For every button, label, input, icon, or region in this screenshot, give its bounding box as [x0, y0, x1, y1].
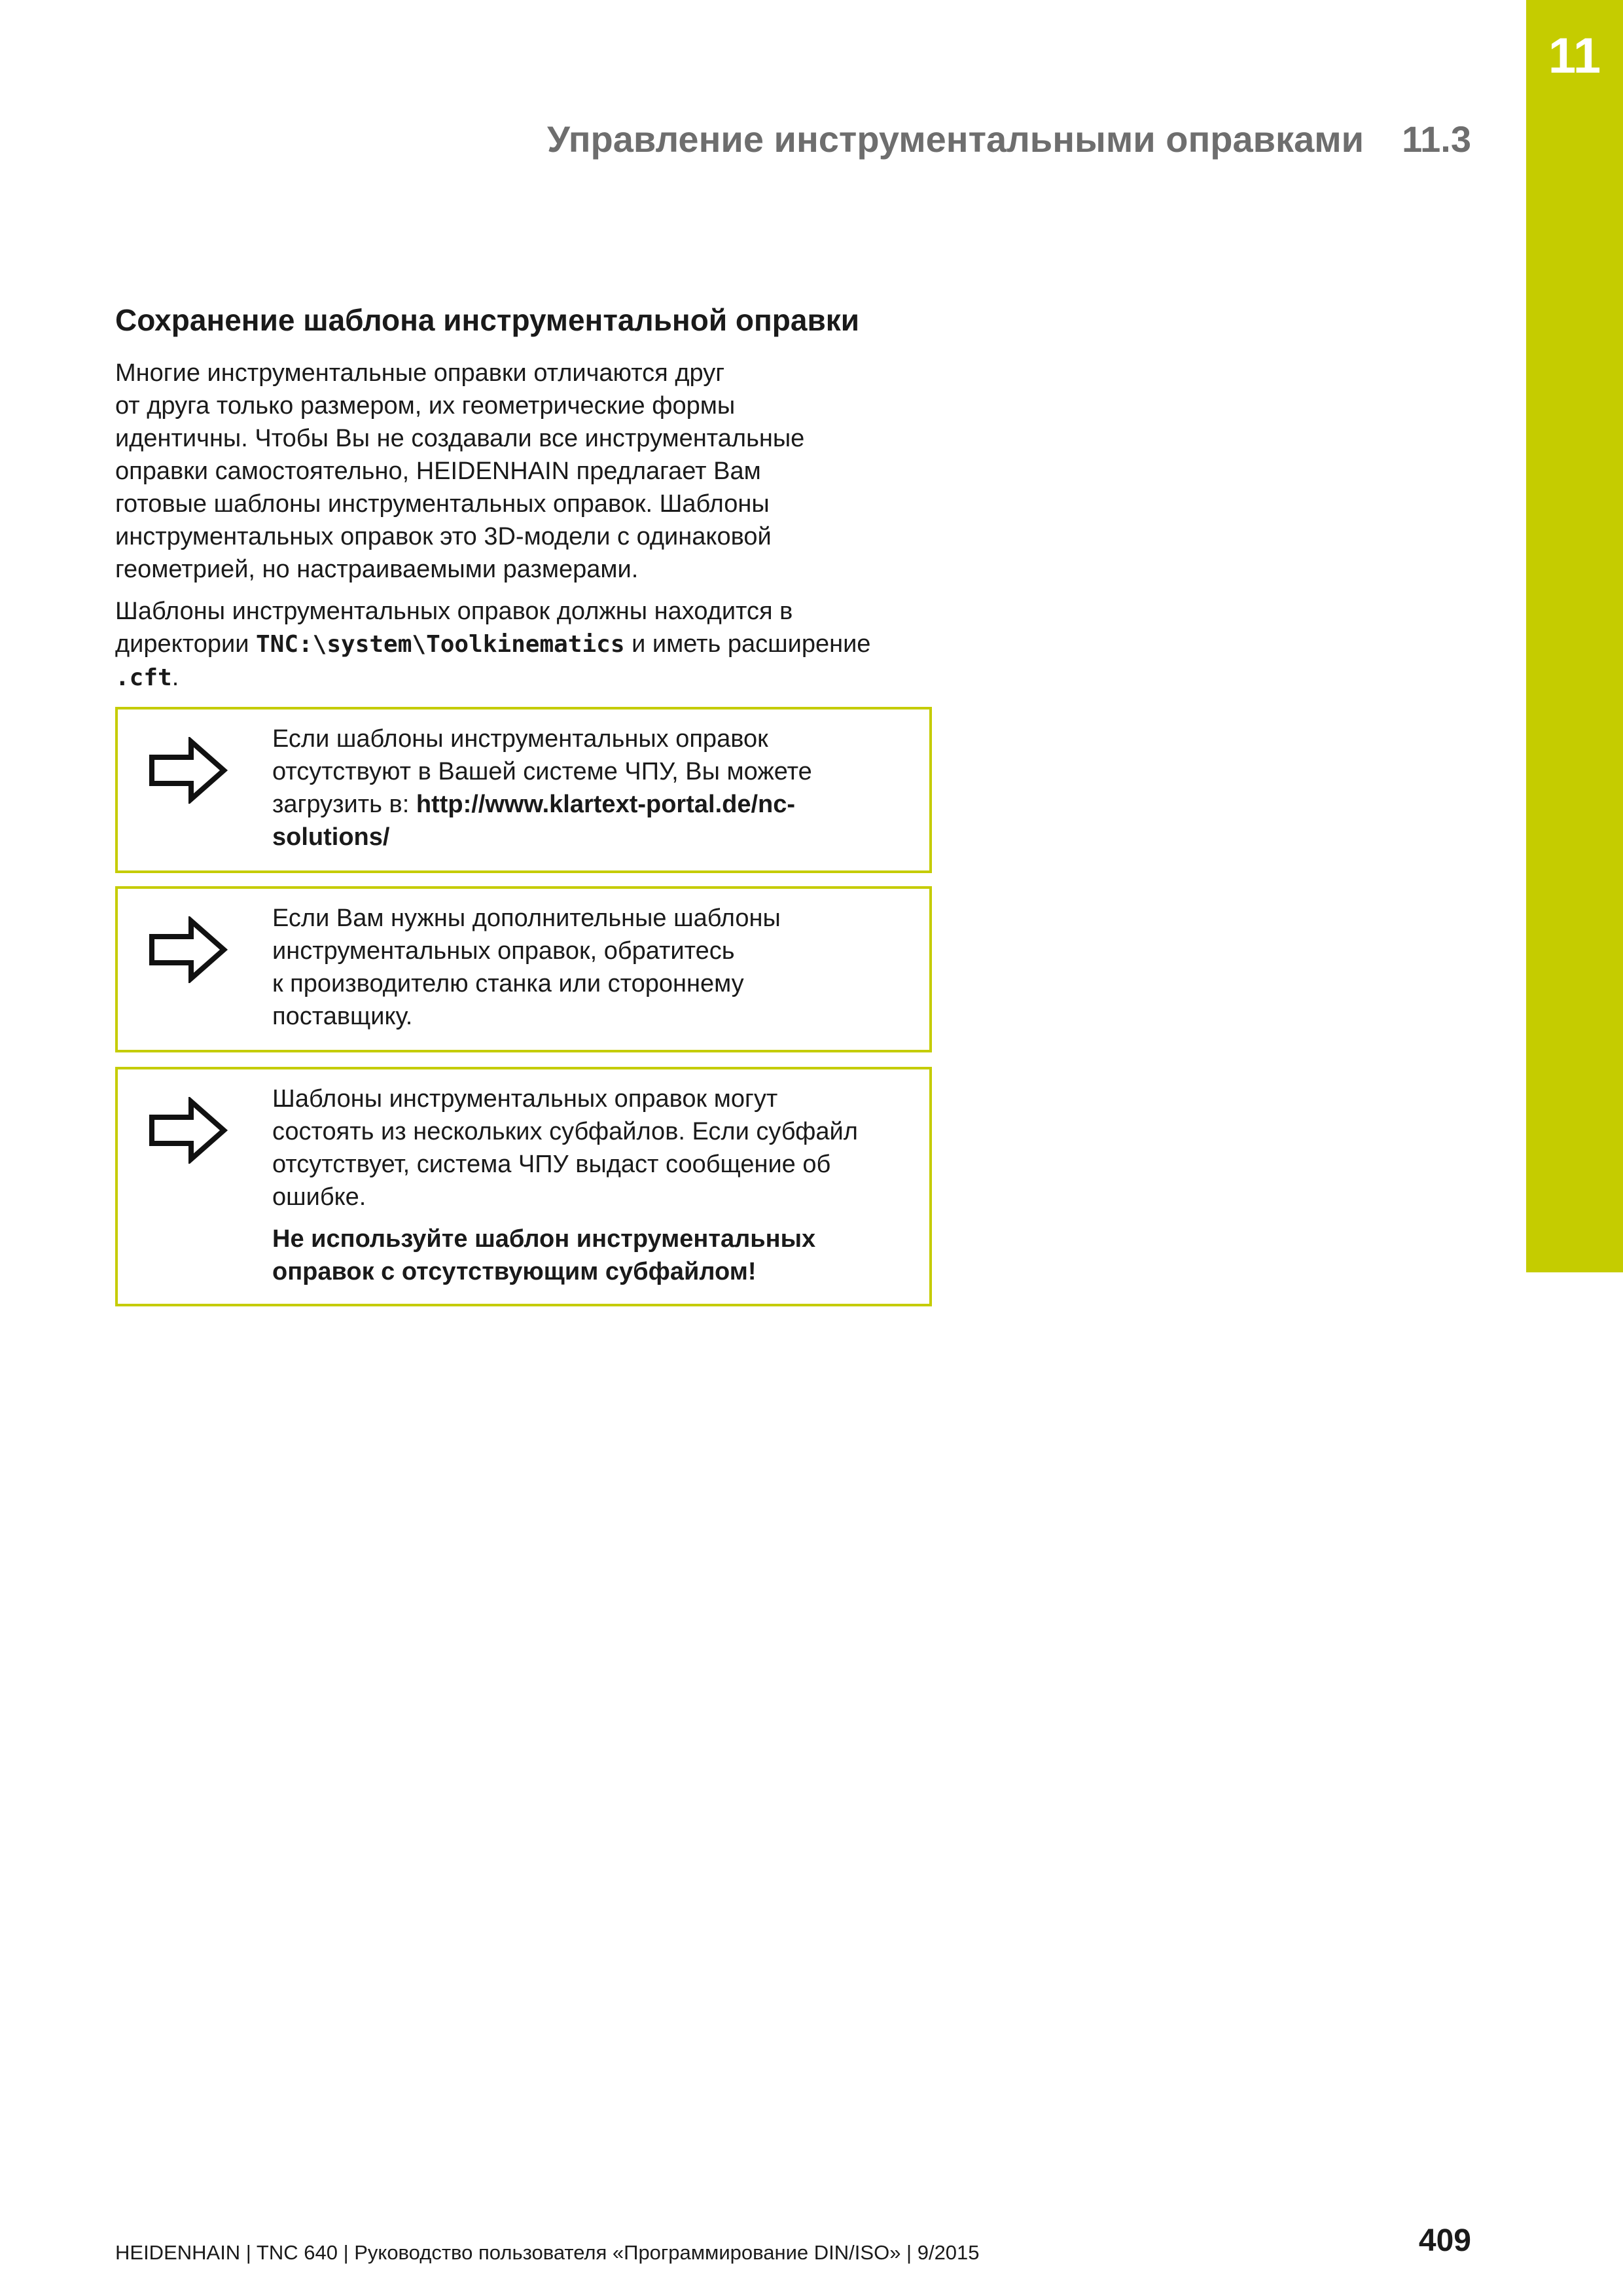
text-line: от друга только размером, их геометрические формы [115, 392, 736, 420]
download-link[interactable]: http://www.klartext-portal.de/nc- [416, 791, 796, 818]
arrow-right-icon [148, 1097, 229, 1164]
chapter-tab [1526, 0, 1623, 1272]
warning-line: оправок с отсутствующим субфайлом! [272, 1258, 757, 1285]
text-line: инструментальных оправок это 3D-модели с одинаковой [115, 523, 772, 551]
text-fragment: и иметь расширение [624, 630, 871, 658]
chapter-number: 11 [1548, 28, 1601, 84]
directory-path: TNC:\system\Toolkinematics [255, 631, 625, 658]
note-box-subfiles-warning [115, 1067, 932, 1306]
warning-line: Не используйте шаблон инструментальных [272, 1225, 816, 1253]
text-line: Шаблоны инструментальных оправок должны находится в [115, 598, 793, 626]
text-fragment: директории [115, 630, 256, 658]
text-line: идентичны. Чтобы Вы не создавали все инструментальные [115, 425, 805, 453]
arrow-right-icon [148, 737, 229, 804]
note-line: к производителю станка или стороннему [272, 970, 744, 997]
note-line: Если шаблоны инструментальных оправок [272, 725, 768, 753]
note-line: ошибке. [272, 1183, 366, 1211]
note-box-additional-templates [115, 886, 932, 1052]
note-text [272, 723, 911, 853]
note-line: инструментальных оправок, обратитесь [272, 937, 735, 965]
text-line: оправки самостоятельно, HEIDENHAIN предлагает Вам [115, 457, 761, 486]
note-line: отсутствуют в Вашей системе ЧПУ, Вы можете [272, 758, 812, 785]
file-extension: .cft [115, 664, 172, 692]
note-line: состоять из нескольких субфайлов. Если субфайл [272, 1118, 858, 1145]
note-line: поставщику. [272, 1003, 413, 1030]
running-header [547, 118, 1471, 170]
note-text [272, 1083, 911, 1288]
note-text [272, 902, 911, 1033]
directory-paragraph [115, 595, 936, 694]
running-header-title: Управление инструментальными оправками [547, 118, 1364, 160]
note-line: Если Вам нужны дополнительные шаблоны [272, 905, 781, 932]
note-line: загрузить в: [272, 791, 416, 818]
running-header-section: 11.3 [1402, 118, 1471, 160]
main-content [115, 302, 936, 704]
text-line: Многие инструментальные оправки отличаются друг [115, 359, 725, 387]
note-line: отсутствует, система ЧПУ выдаст сообщение об [272, 1151, 831, 1178]
section-heading: Сохранение шаблона инструментальной оправки [115, 303, 860, 337]
note-box-download [115, 707, 932, 873]
text-fragment: . [171, 664, 179, 692]
warning-text [272, 1223, 911, 1288]
text-line: геометрией, но настраиваемыми размерами. [115, 556, 639, 584]
text-line: готовые шаблоны инструментальных оправок. Шаблоны [115, 490, 770, 518]
note-line: Шаблоны инструментальных оправок могут [272, 1085, 778, 1113]
intro-paragraph [115, 357, 936, 586]
page-footer: HEIDENHAIN | TNC 640 | Руководство пользователя «Программирование DIN/ISO» | 9/2015 [115, 2241, 980, 2264]
arrow-right-icon [148, 916, 229, 983]
download-link-continued[interactable]: solutions/ [272, 823, 390, 851]
page-number: 409 [1418, 2223, 1471, 2258]
